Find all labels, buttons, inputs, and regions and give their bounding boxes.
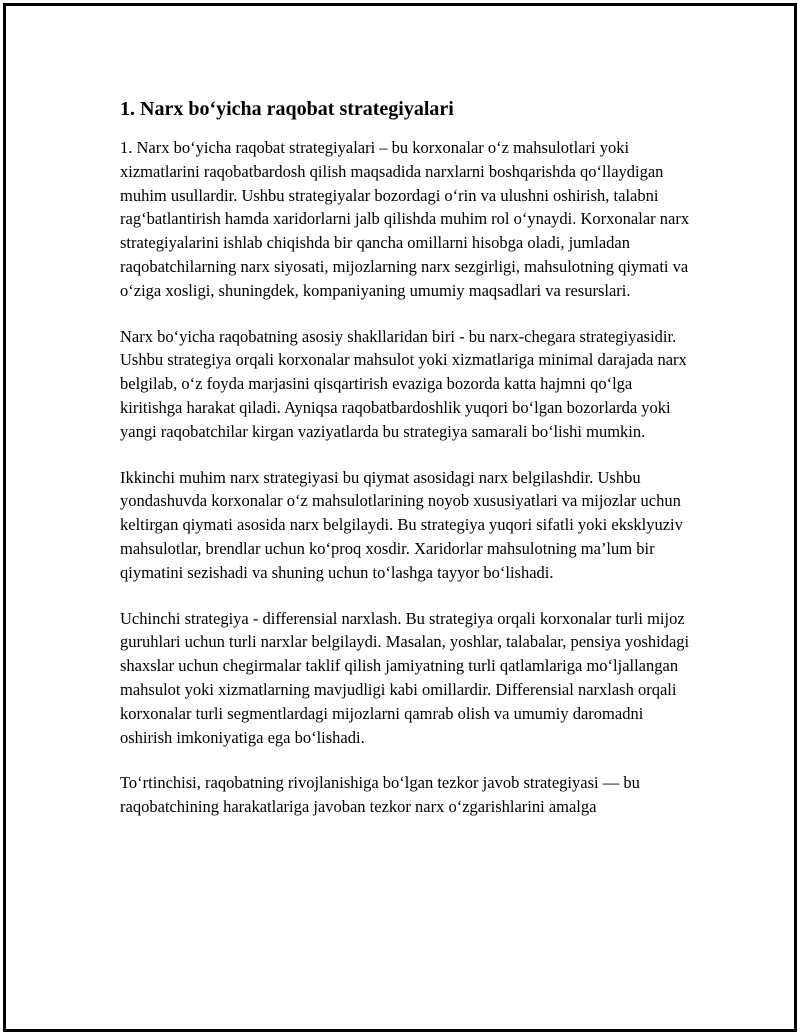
document-body bbox=[120, 96, 692, 841]
paragraph-value-based: Ikkinchi muhim narx strategiyasi bu qiymat asosidagi narx belgilashdir. Ushbu yondashuvda korxonalar o‘z mahsulotlarining noyob xususiyatlari va mijozlar uchun keltirgan qiymati asosida narx belgilaydi. Bu strategiya yuqori sifatli yoki eksklyuziv mahsulotlar, brendlar uchun ko‘proq xosdir. Xaridorlar mahsulotning ma’lum bir qiymatini sezishadi va shuning uchun to‘lashga tayyor bo‘lishadi. bbox=[120, 467, 683, 582]
document-page bbox=[3, 3, 797, 1032]
paragraph-intro: 1. Narx bo‘yicha raqobat strategiyalari – bu korxonalar o‘z mahsulotlari yoki xizmatlarini raqobatbardosh qilish maqsadida narxlarni boshqarishda qo‘llaydigan muhim usullardir. Ushbu strategiyalar bozordagi o‘rin va ulushni oshirish, talabni rag‘batlantirish hamda xaridorlarni jalb qilishda muhim rol o‘ynaydi. Korxonalar narx strategiyalarini ishlab chiqishda bir qancha omillarni hisobga oladi, jumladan raqobatchilarning narx siyosati, mijozlarning narx sezgirligi, mahsulotning qiymati va o‘ziga xosligi, shuningdek, kompaniyaning umumiy maqsadlari va resurslari. bbox=[120, 138, 690, 300]
paragraph-differential: Uchinchi strategiya - differensial narxlash. Bu strategiya orqali korxonalar turli mijoz guruhlari uchun turli narxlar belgilaydi. Masalan, yoshlar, talabalar, pensiya yoshidagi shaxslar uchun chegirmalar taklif qilish jamiyatning turli qatlamlariga mo‘ljallangan mahsulot yoki xizmatlarning mavjudligi kabi omillardir. Differensial narxlash orqali korxonalar turli segmentlardagi mijozlarni qamrab olish va umumiy daromadni oshirish imkoniyatiga ega bo‘lishadi. bbox=[120, 608, 690, 747]
paragraph-price-limit: Narx bo‘yicha raqobatning asosiy shakllaridan biri - bu narx-chegara strategiyasidir. Ushbu strategiya orqali korxonalar mahsulot yoki xizmatlariga minimal darajada narx belgilab, o‘z foyda marjasini qisqartirish evaziga bozorda katta hajmni qo‘lga kiritishga harakat qiladi. Ayniqsa raqobatbardoshlik yuqori bo‘lgan bozorlarda yoki yangi raqobatchilar kirgan vaziyatlarda bu strategiya samarali bo‘lishi mumkin. bbox=[120, 326, 687, 441]
paragraph-rapid-response: To‘rtinchisi, raqobatning rivojlanishiga bo‘lgan tezkor javob strategiyasi — bu raqobatchining harakatlariga javoban tezkor narx o‘zgarishlarini amalga bbox=[120, 773, 640, 817]
document-heading: 1. Narx bo‘yicha raqobat strategiyalari bbox=[120, 98, 454, 120]
